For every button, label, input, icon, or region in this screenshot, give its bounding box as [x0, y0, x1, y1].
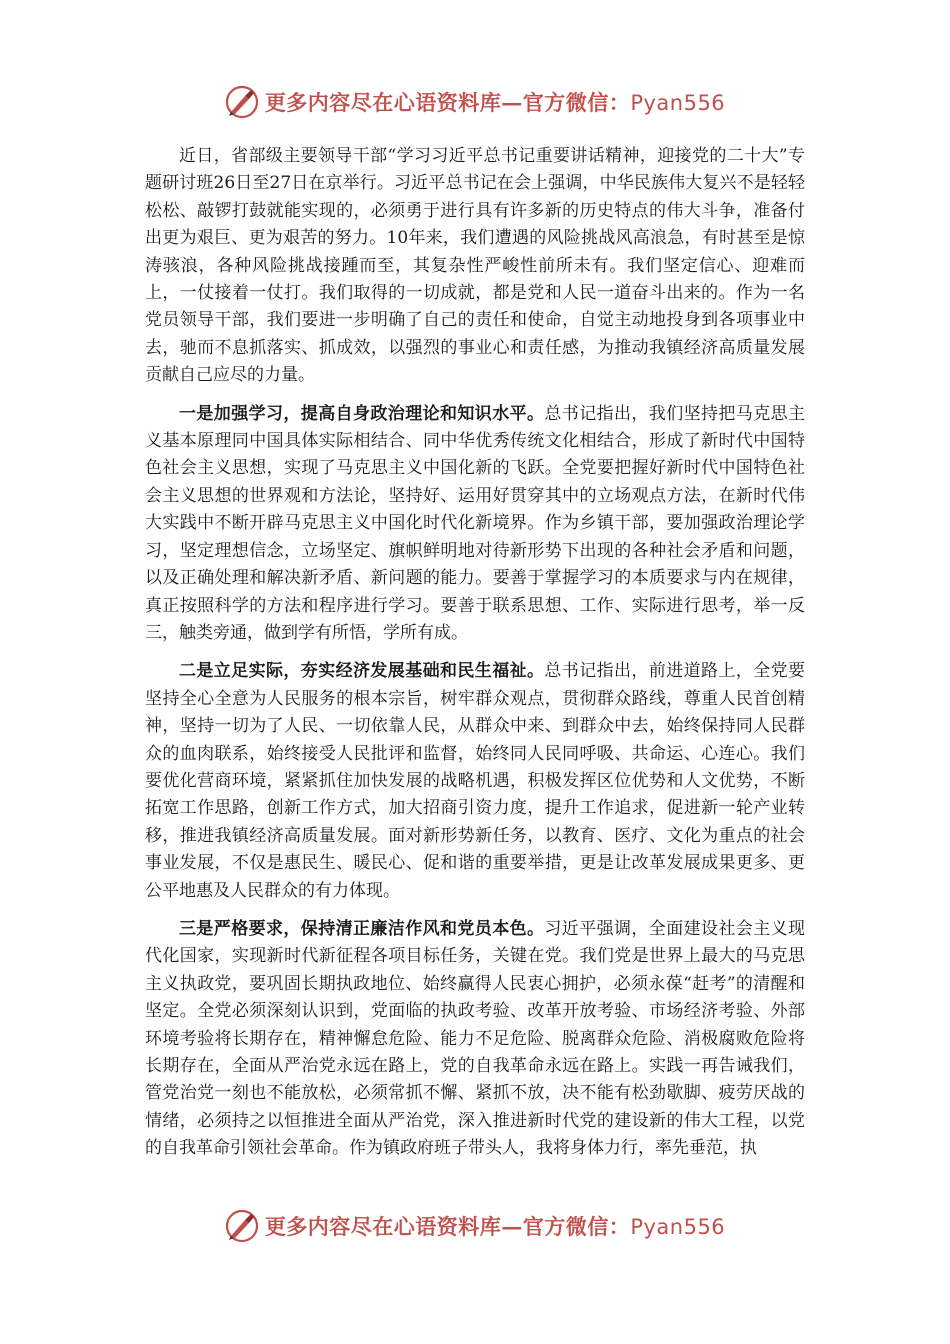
paragraph-text: 总书记指出，我们坚持把马克思主义基本原理同中国具体实际相结合、同中华优秀传统文化相结合，形成了新时代中国特色社会主义思想，实现了马克思主义中国化新的飞跃。全党要把握好新时代中国特色社会主义思想的世界观和方法论，坚持好、运用好贯穿其中的立场观点方法，在新时代伟大实践中不断开辟马克思主义中国化时代化新境界。作为乡镇干部，要加强政治理论学习，坚定理想信念，立场坚定、旗帜鲜明地对待新形势下出现的各种社会矛盾和问题，以及正确处理和解决新矛盾、新问题的能力。要善于掌握学习的本质要求与内在规律，真正按照科学的方法和程序进行学习。要善于联系思想、工作、实际进行思考，举一反三，触类旁通，做到学有所悟，学所有成。	[145, 403, 806, 643]
banner-wechat-id: Pyan556	[630, 1215, 726, 1239]
paragraph-heading: 三是严格要求，保持清正廉洁作风和党员本色。	[179, 918, 545, 939]
paragraph-text: 近日，省部级主要领导干部“学习习近平总书记重要讲话精神，迎接党的二十大”专题研讨班26日至27日在京举行。习近平总书记在会上强调，中华民族伟大复兴不是轻轻松松、敲锣打鼓就能实现的，必须勇于进行具有许多新的历史特点的伟大斗争，准备付出更为艰巨、更为艰苦的努力。10年来，我们遭遇的风险挑战风高浪急，有时甚至是惊涛骇浪，各种风险挑战接踵而至，其复杂性严峻性前所未有。我们坚定信心、迎难而上，一仗接着一仗打。我们取得的一切成就，都是党和人民一道奋斗出来的。作为一名党员领导干部，我们要进一步明确了自己的责任和使命，自觉主动地投身到各项事业中去，驰而不息抓落实、抓成效，以强烈的事业心和责任感，为推动我镇经济高质量发展贡献自己应尽的力量。	[145, 146, 805, 386]
document-body	[145, 143, 805, 1174]
paragraph-heading: 二是立足实际，夯实经济发展基础和民生福祉。	[179, 661, 545, 682]
banner-wechat-id: Pyan556	[630, 91, 726, 115]
banner-text	[265, 87, 725, 117]
header-banner	[0, 82, 950, 122]
pen-logo-icon	[225, 1209, 259, 1243]
banner-label: 更多内容尽在心语资料库—官方微信：	[264, 90, 631, 115]
paragraph-text: 习近平强调，全面建设社会主义现代化国家，实现新时代新征程各项目标任务，关键在党。我们党是世界上最大的马克思主义执政党，要巩固长期执政地位、始终赢得人民衷心拥护，必须永葆“赶考”的清醒和坚定。全党必须深刻认识到，党面临的执政考验、改革开放考验、市场经济考验、外部环境考验将长期存在，精神懈怠危险、能力不足危险、脱离群众危险、消极腐败危险将长期存在，全面从严治党永远在路上，党的自我革命永远在路上。实践一再告诫我们，管党治党一刻也不能放松，必须常抓不懈、紧抓不放，决不能有松劲歇脚、疲劳厌战的情绪，必须持之以恒推进全面从严治党，深入推进新时代党的建设新的伟大工程，以党的自我革命引领社会革命。作为镇政府班子带头人，我将身体力行，率先垂范，执	[145, 918, 806, 1159]
paragraph-intro	[145, 143, 805, 390]
pen-logo-icon	[225, 85, 259, 119]
banner-text	[265, 1211, 725, 1241]
paragraph-point-3	[145, 916, 805, 1163]
paragraph-point-2	[145, 658, 805, 905]
banner-label: 更多内容尽在心语资料库—官方微信：	[264, 1214, 631, 1239]
footer-banner	[0, 1206, 950, 1246]
paragraph-point-1	[145, 401, 805, 648]
paragraph-heading: 一是加强学习，提高自身政治理论和知识水平。	[179, 403, 545, 424]
paragraph-text: 总书记指出，前进道路上，全党要坚持全心全意为人民服务的根本宗旨，树牢群众观点，贯彻群众路线，尊重人民首创精神，坚持一切为了人民、一切依靠人民，从群众中来、到群众中去，始终保持同人民群众的血肉联系，始终接受人民批评和监督，始终同人民同呼吸、共命运、心连心。我们要优化营商环境，紧紧抓住加快发展的战略机遇，积极发挥区位优势和人文优势，不断拓宽工作思路，创新工作方式，加大招商引资力度，提升工作追求，促进新一轮产业转移，推进我镇经济高质量发展。面对新形势新任务，以教育、医疗、文化为重点的社会事业发展，不仅是惠民生、暖民心、促和谐的重要举措，更是让改革发展成果更多、更公平地惠及人民群众的有力体现。	[145, 661, 806, 901]
